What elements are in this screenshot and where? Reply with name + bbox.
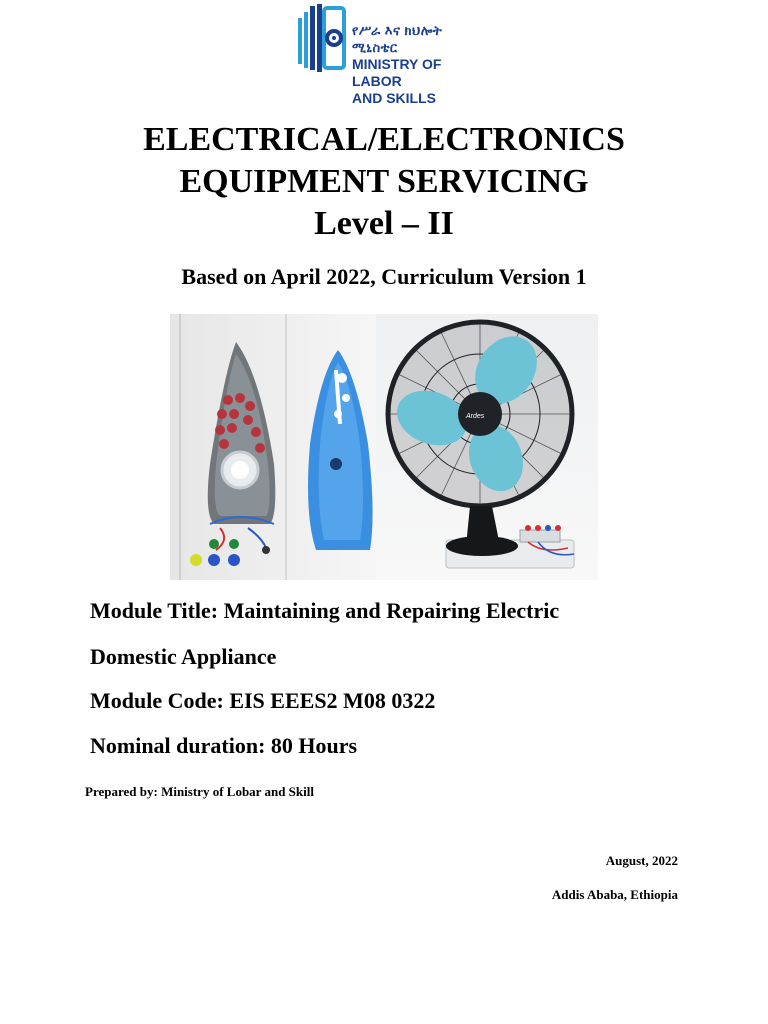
logo-text-line1: MINISTRY OF LABOR	[352, 56, 442, 89]
fan-brand-label: Ardes	[466, 413, 485, 420]
document-title-level: Level – II	[314, 205, 454, 242]
publication-location: Addis Ababa, Ethiopia	[551, 887, 678, 902]
document-title-line1: ELECTRICAL/ELECTRONICS	[143, 121, 625, 158]
curriculum-subtitle: Based on April 2022, Curriculum Version 1	[181, 264, 587, 289]
iron-and-fan-illustration	[170, 314, 598, 580]
module-title-line1: Module Title: Maintaining and Repairing Electric	[90, 598, 560, 623]
logo-amharic-text: የሥራ እና ክህሎት ሚኒስቴር	[352, 23, 443, 55]
module-code: Module Code: EIS EEES2 M08 0322	[90, 688, 436, 713]
module-title-line2: Domestic Appliance	[90, 644, 277, 669]
ministry-logo	[296, 2, 476, 106]
logo-text-line2: AND SKILLS	[352, 90, 436, 106]
nominal-duration: Nominal duration: 80 Hours	[90, 733, 358, 758]
prepared-by: Prepared by: Ministry of Lobar and Skill	[85, 784, 314, 799]
publication-date: August, 2022	[605, 853, 678, 868]
document-title-line2: EQUIPMENT SERVICING	[179, 163, 589, 200]
appliance-photo	[170, 314, 598, 580]
ministry-emblem-icon	[296, 2, 350, 74]
